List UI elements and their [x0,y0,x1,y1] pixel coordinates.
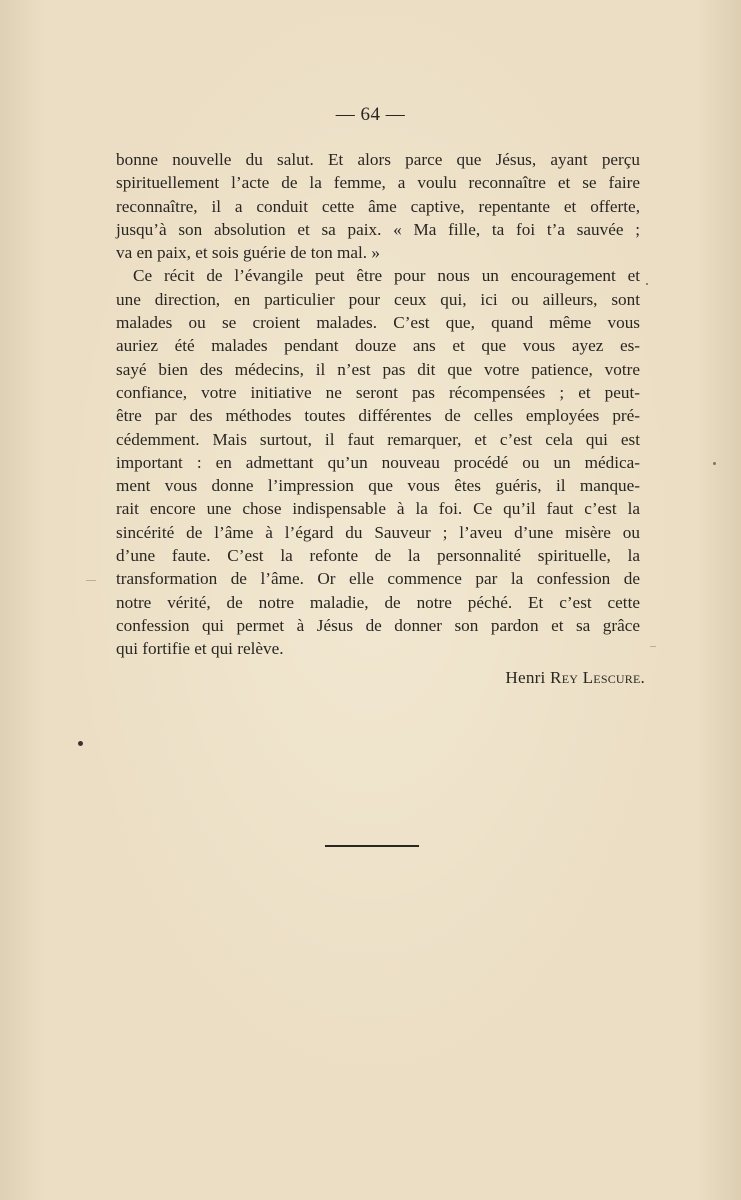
paper-scratch [86,580,96,581]
ink-speck [646,283,648,285]
text-line: notre vérité, de notre maladie, de notre péché. Et c’est cette [116,592,640,612]
author-last-name: Rey Lescure. [550,668,645,687]
text-line: ment vous donne l’impression que vous êtes guéris, il manque- [116,476,640,496]
text-line: transformation de l’âme. Or elle commence par la confession de [116,569,640,589]
text-line: important : en admettant qu’un nouveau procédé ou un médica- [116,452,640,472]
text-line: sincérité de l’âme à l’égard du Sauveur ; l’aveu d’une misère ou [116,522,640,542]
author-first-name: Henri [505,668,546,687]
ink-speck [713,462,716,465]
text-line: Ce récit de l’évangile peut être pour nous un encouragement et [133,266,640,286]
text-line: d’une faute. C’est la refonte de la personnalité spirituelle, la [116,546,640,566]
text-line: jusqu’à son absolution et sa paix. « Ma fille, ta foi t’a sauvée ; [116,219,640,239]
text-line: auriez été malades pendant douze ans et que vous ayez es- [116,336,640,356]
text-line: cédemment. Mais surtout, il faut remarquer, et c’est cela qui est [116,429,640,449]
text-line: sayé bien des médecins, il n’est pas dit que votre patience, votre [116,359,640,379]
text-line: spirituellement l’acte de la femme, a voulu reconnaître et se faire [116,173,640,193]
text-line: qui fortifie et qui relève. [116,639,284,659]
page-number: — 64 — [335,104,406,125]
paper-scratch [650,646,656,647]
text-line: va en paix, et sois guérie de ton mal. » [116,243,380,263]
text-line: reconnaître, il a conduit cette âme captive, repentante et offerte, [116,196,640,216]
author-signature [505,668,645,688]
text-line: confiance, votre initiative ne seront pas récompensées ; et peut- [116,382,640,402]
ink-spot [78,741,83,746]
text-line: une direction, en particulier pour ceux qui, ici ou ailleurs, sont [116,289,640,309]
text-line: bonne nouvelle du salut. Et alors parce que Jésus, ayant perçu [116,150,640,169]
text-line: malades ou se croient malades. C’est que, quand même vous [116,313,640,333]
text-line: confession qui permet à Jésus de donner son pardon et sa grâce [116,615,640,635]
end-rule [325,845,419,847]
body-text [116,148,640,661]
text-line: rait encore une chose indispensable à la foi. Ce qu’il faut c’est la [116,499,640,519]
text-line: être par des méthodes toutes différentes de celles employées pré- [116,406,640,426]
